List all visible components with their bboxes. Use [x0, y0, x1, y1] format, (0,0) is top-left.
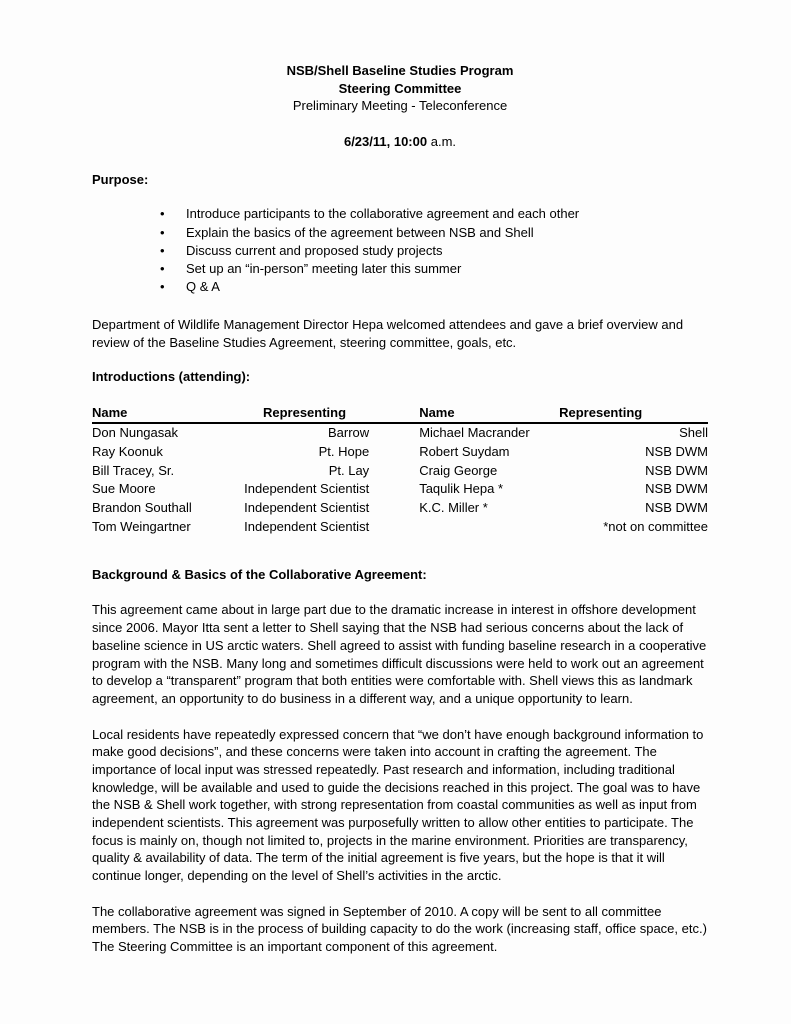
document-header: [92, 62, 708, 151]
background-paragraph: The collaborative agreement was signed in September of 2010. A copy will be sent to all committee members. The NSB is in the process of building capacity to do the work (increasing staff, office space, etc.) The Steering Committee is an important component of this agreement.: [92, 903, 707, 954]
attendees-cell: NSB DWM: [645, 481, 708, 497]
attendees-cell: Barrow: [328, 425, 370, 441]
attendees-cell: NSB DWM: [645, 499, 708, 515]
attendees-row: [92, 498, 708, 517]
background-paragraphs: [92, 601, 708, 955]
attendees-cell: Taqulik Hepa *: [419, 481, 504, 497]
attendees-cell: Craig George: [419, 462, 498, 478]
attendees-column-header: Name: [419, 404, 455, 420]
attendees-row: [92, 461, 708, 480]
attendees-cell: K.C. Miller *: [419, 499, 488, 515]
attendees-column-header: Name: [92, 404, 128, 420]
attendees-column-header: Representing: [262, 404, 347, 420]
purpose-bullet-list: [92, 205, 708, 296]
background-paragraph: This agreement came about in large part due to the dramatic increase in interest in offshore development since 2006. Mayor Itta sent a letter to Shell saying that the NSB had serious concerns about the lack of baseline science in US arctic waters. Shell agreed to assist with funding baseline research in a cooperative program with the NSB. Many long and sometimes difficult discussions were held to work out an agreement to develop a “transparent” program that both entities were comfortable with. Shell views this as landmark agreement, an opportunity to do business in a different way, and a unique opportunity to learn.: [92, 602, 707, 706]
welcome-paragraph: Department of Wildlife Management Director Hepa welcomed attendees and gave a brief overview and review of the Baseline Studies Agreement, steering committee, goals, etc.: [92, 317, 684, 350]
attendees-cell: NSB DWM: [645, 443, 708, 459]
purpose-bullet-item: • Set up an “in-person” meeting later this summer: [160, 260, 708, 278]
attendees-cell: Independent Scientist: [244, 481, 370, 497]
introductions-section: [92, 368, 708, 535]
attendees-cell: Brandon Southall: [92, 499, 192, 515]
purpose-bullet-item: • Q & A: [160, 278, 708, 296]
background-section: [92, 566, 708, 956]
purpose-section: [92, 171, 708, 296]
attendees-row: [92, 442, 708, 461]
meeting-date-time: 6/23/11, 10:00: [343, 134, 428, 150]
attendees-cell: Pt. Lay: [328, 462, 370, 478]
meeting-datetime-suffix: a.m.: [427, 134, 457, 150]
purpose-bullet-item: • Explain the basics of the agreement between NSB and Shell: [160, 224, 708, 242]
attendees-table: [92, 403, 708, 536]
attendees-row: [92, 423, 708, 443]
attendees-header-row: [92, 403, 708, 423]
attendees-cell: Michael Macrander: [419, 425, 530, 441]
background-paragraph: Local residents have repeatedly expressed concern that “we don’t have enough background information to make good decisions”, and these concerns were taken into account in crafting the agreement. The importance of local input was stressed repeatedly. Past research and information, including traditional knowledge, will be available and used to guide the decisions reached in this project. The goal was to have the NSB & Shell work together, with strong representation from coastal communities as well as input from independent scientists. This agreement was purposefully written to allow other entities to participate. The focus is mainly on, though not limited to, projects in the marine environment. Priorities are transparency, quality & availability of data. The term of the initial agreement is five years, but the hope is that it will continue longer, depending on the level of Shell’s activities in the arctic.: [92, 726, 704, 883]
attendees-cell: Tom Weingartner: [92, 518, 191, 534]
attendees-table-body: [92, 423, 708, 536]
purpose-bullet-item: • Introduce participants to the collaborative agreement and each other: [160, 205, 708, 223]
introductions-heading: Introductions (attending):: [92, 369, 251, 385]
attendees-cell: Ray Koonuk: [92, 443, 163, 459]
attendees-cell: Bill Tracey, Sr.: [92, 462, 175, 478]
attendees-cell: Independent Scientist: [244, 499, 370, 515]
attendees-cell: Pt. Hope: [318, 443, 370, 459]
attendees-row: [92, 480, 708, 499]
attendees-cell: Don Nungasak: [92, 425, 178, 441]
doc-title-line-1: NSB/Shell Baseline Studies Program: [286, 63, 514, 78]
doc-title-line-2: Steering Committee: [338, 80, 462, 96]
doc-title-line-3: Preliminary Meeting - Teleconference: [292, 98, 508, 114]
attendees-cell: Sue Moore: [92, 481, 156, 497]
meeting-datetime: [92, 133, 708, 151]
attendees-cell: Shell: [679, 425, 708, 441]
purpose-heading: Purpose:: [92, 171, 149, 187]
attendees-cell: Independent Scientist: [244, 518, 370, 534]
attendees-cell: NSB DWM: [645, 462, 708, 478]
background-heading: Background & Basics of the Collaborative Agreement:: [92, 566, 427, 582]
attendees-cell: *not on committee: [603, 518, 708, 534]
attendees-row: [92, 517, 708, 536]
attendees-cell: [369, 517, 529, 536]
attendees-column-header: Representing: [559, 404, 643, 420]
purpose-bullet-item: • Discuss current and proposed study projects: [160, 242, 708, 260]
attendees-cell: Robert Suydam: [419, 443, 510, 459]
